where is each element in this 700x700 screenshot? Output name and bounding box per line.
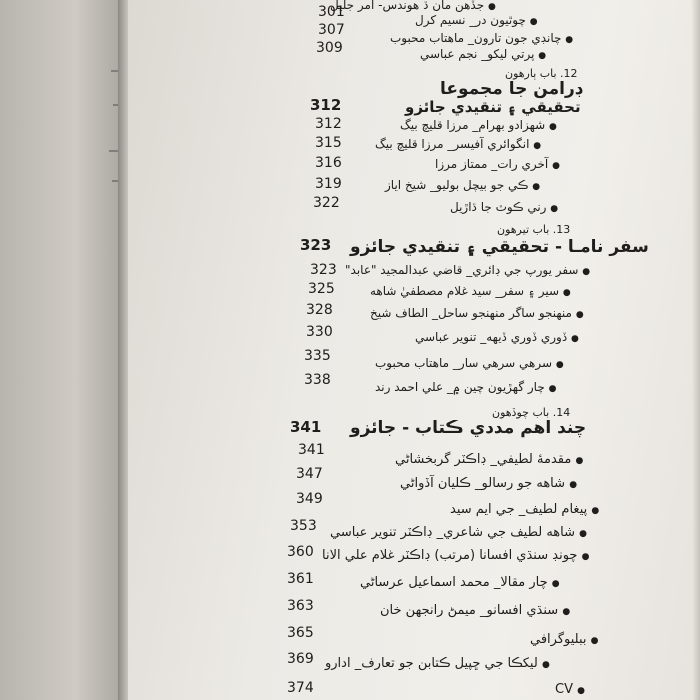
chapter-page-number: 312: [310, 96, 342, 114]
bullet: ●: [569, 480, 578, 490]
bullet: ●: [548, 384, 557, 394]
entry-title: سفر يورپ جي ڊائري_ قاضي عبدالمجيد "عابد": [345, 263, 579, 277]
bullet: ●: [571, 334, 579, 344]
page-number: 365: [287, 625, 314, 641]
entry-title: مقدمهٔ لطيفي_ ڊاڪٽر گربخشاڻي: [395, 452, 572, 467]
page-number: 335: [304, 348, 331, 364]
bullet: ●: [582, 267, 591, 277]
bullet: ●: [533, 141, 542, 151]
page-number: 323: [310, 262, 337, 278]
page-number: 374: [287, 680, 314, 696]
toc-entry: [400, 118, 557, 132]
chapter-label: 12. باب ٻارهون: [505, 67, 578, 80]
entry-title: ببليوگرافي: [530, 632, 587, 647]
toc-entry: [375, 356, 564, 370]
toc-entry: [390, 31, 573, 45]
entry-title: سرهي سرهي سار_ ماهتاب محبوب: [375, 356, 553, 370]
entry-title: شاهه لطيف جي شاعري_ ڊاڪٽر تنوير عباسي: [330, 525, 576, 540]
bullet: ●: [541, 660, 550, 670]
entry-title: چانڊي جون تارون_ ماهتاب محبوب: [390, 31, 562, 45]
toc-entry: [450, 502, 599, 517]
page-number: 353: [290, 518, 317, 534]
chapter-label: 13. باب تيرهون: [497, 223, 571, 236]
toc-entry: [360, 575, 560, 590]
entry-title: ليکڪا جي ڇپيل ڪتابن جو تعارف_ ادارو: [325, 656, 538, 671]
page-number: 341: [298, 442, 325, 458]
toc-entry: [415, 330, 579, 344]
entry-title: جڏهن مان ڌ هوندس- امر جليل: [330, 0, 485, 12]
toc-entry: [330, 0, 496, 12]
toc-entry: [420, 47, 546, 61]
bullet: ●: [575, 310, 584, 320]
entry-title: انگوائري آفيسر_ مرزا قليچ بيگ: [375, 137, 530, 151]
entry-title: منهنجو ساگر منهنجو ساحل_ الطاف شيخ: [370, 306, 572, 320]
entry-title: شاهه جو رسالو_ ڪليان آڏواڻي: [400, 476, 566, 491]
entry-title: سنڌي افسانو_ ميمڻ رانجهن خان: [380, 603, 559, 618]
page-number: 328: [306, 302, 333, 318]
toc-entry: [555, 682, 585, 697]
bullet: ●: [551, 579, 560, 589]
toc-entry: [400, 476, 577, 491]
page-number: 361: [287, 571, 314, 587]
entry-title: پيغام لطيف_ جي ايم سيد: [450, 502, 588, 517]
chapter-title: ڊرامن جا مجموعا: [440, 79, 583, 99]
toc-entry: [415, 13, 538, 27]
entry-title: چار گهڙيون چين ۾_ علي احمد رند: [375, 380, 545, 394]
toc-entry: [345, 263, 590, 277]
entry-title: چار مقالا_ محمد اسماعيل عرساڻي: [360, 575, 548, 590]
page-number: 325: [308, 281, 335, 297]
toc-entry: [330, 525, 587, 540]
chapter-title: چند اهم مددي ڪتاب - جائزو: [350, 418, 587, 438]
toc-entry: [530, 632, 599, 647]
entry-title: چوٿيون در_ نسيم کرل: [415, 13, 526, 27]
bullet: ●: [562, 607, 571, 617]
chapter-label: 14. باب چوڏهون: [492, 406, 571, 419]
entry-title: ڪي جو بيچل بوليو_ شيخ اياز: [385, 178, 529, 192]
toc-entry: [385, 178, 540, 192]
bullet: ●: [575, 456, 584, 466]
toc-entry: [395, 452, 583, 467]
bullet: ●: [591, 506, 600, 516]
chapter-title: سفر نامـا - تحقيقي ۽ تنقيدي جائزو: [350, 237, 649, 257]
page-number: 330: [306, 324, 333, 340]
page-number: 363: [287, 598, 314, 614]
chapter-page-number: 341: [290, 418, 322, 436]
bullet: ●: [579, 529, 588, 539]
left-page: [0, 0, 125, 700]
bullet: ●: [487, 2, 496, 12]
bullet: ●: [577, 686, 585, 696]
bullet: ●: [590, 636, 599, 646]
page-number: 315: [315, 135, 342, 151]
toc-entry: [380, 603, 570, 618]
bullet: ●: [548, 122, 557, 132]
entry-title: سير ۽ سفر_ سيد غلام مصطفيٰ شاهه: [370, 284, 560, 298]
page-number: 319: [315, 176, 342, 192]
page-edge: [692, 0, 700, 700]
entry-title: چونڊ سنڌي افسانا (مرتب) ڊاڪٽر غلام علي الانا: [322, 548, 578, 563]
bullet: ●: [581, 552, 590, 562]
bullet: ●: [538, 51, 547, 61]
page-number: 369: [287, 651, 314, 667]
bullet: ●: [565, 35, 574, 45]
chapter-page-number: 323: [300, 236, 332, 254]
bullet: ●: [552, 161, 560, 171]
page-number: 312: [315, 116, 342, 132]
entry-title: ڏوري ڏوري ڏيهه_ تنوير عباسي: [415, 330, 568, 344]
toc-entry: [370, 284, 571, 298]
entry-title: آخري رات_ ممتاز مرزا: [435, 157, 549, 171]
bullet: ●: [529, 17, 538, 27]
toc-entry: [370, 306, 584, 320]
entry-title: CV: [555, 682, 573, 697]
toc-entry: [322, 548, 589, 563]
bullet: ●: [532, 182, 541, 192]
bullet: ●: [555, 360, 564, 370]
toc-entry: [375, 380, 556, 394]
page-number: 349: [296, 491, 323, 507]
toc-entry: [435, 157, 560, 171]
page-number: 347: [296, 466, 323, 482]
bullet: ●: [550, 204, 559, 214]
entry-title: پرتي ليکو_ نجم عباسي: [420, 47, 535, 61]
page-number: 309: [316, 40, 343, 56]
page-number: 322: [313, 195, 340, 211]
entry-title: رني ڪوٽ جا ڌاڙيل: [450, 200, 547, 214]
page-number: 338: [304, 372, 331, 388]
toc-entry: [375, 137, 541, 151]
toc-entry: [450, 200, 558, 214]
chapter-subtitle: تحقيقي ۽ تنقيدي جائزو: [405, 98, 581, 116]
entry-title: شهزادو بهرام_ مرزا قليچ بيگ: [400, 118, 546, 132]
page-number: 316: [315, 155, 342, 171]
page-number: 301: [318, 4, 345, 20]
page-number: 360: [287, 544, 314, 560]
page-number: 307: [318, 22, 345, 38]
toc-entry: [325, 656, 550, 671]
bullet: ●: [562, 288, 571, 298]
